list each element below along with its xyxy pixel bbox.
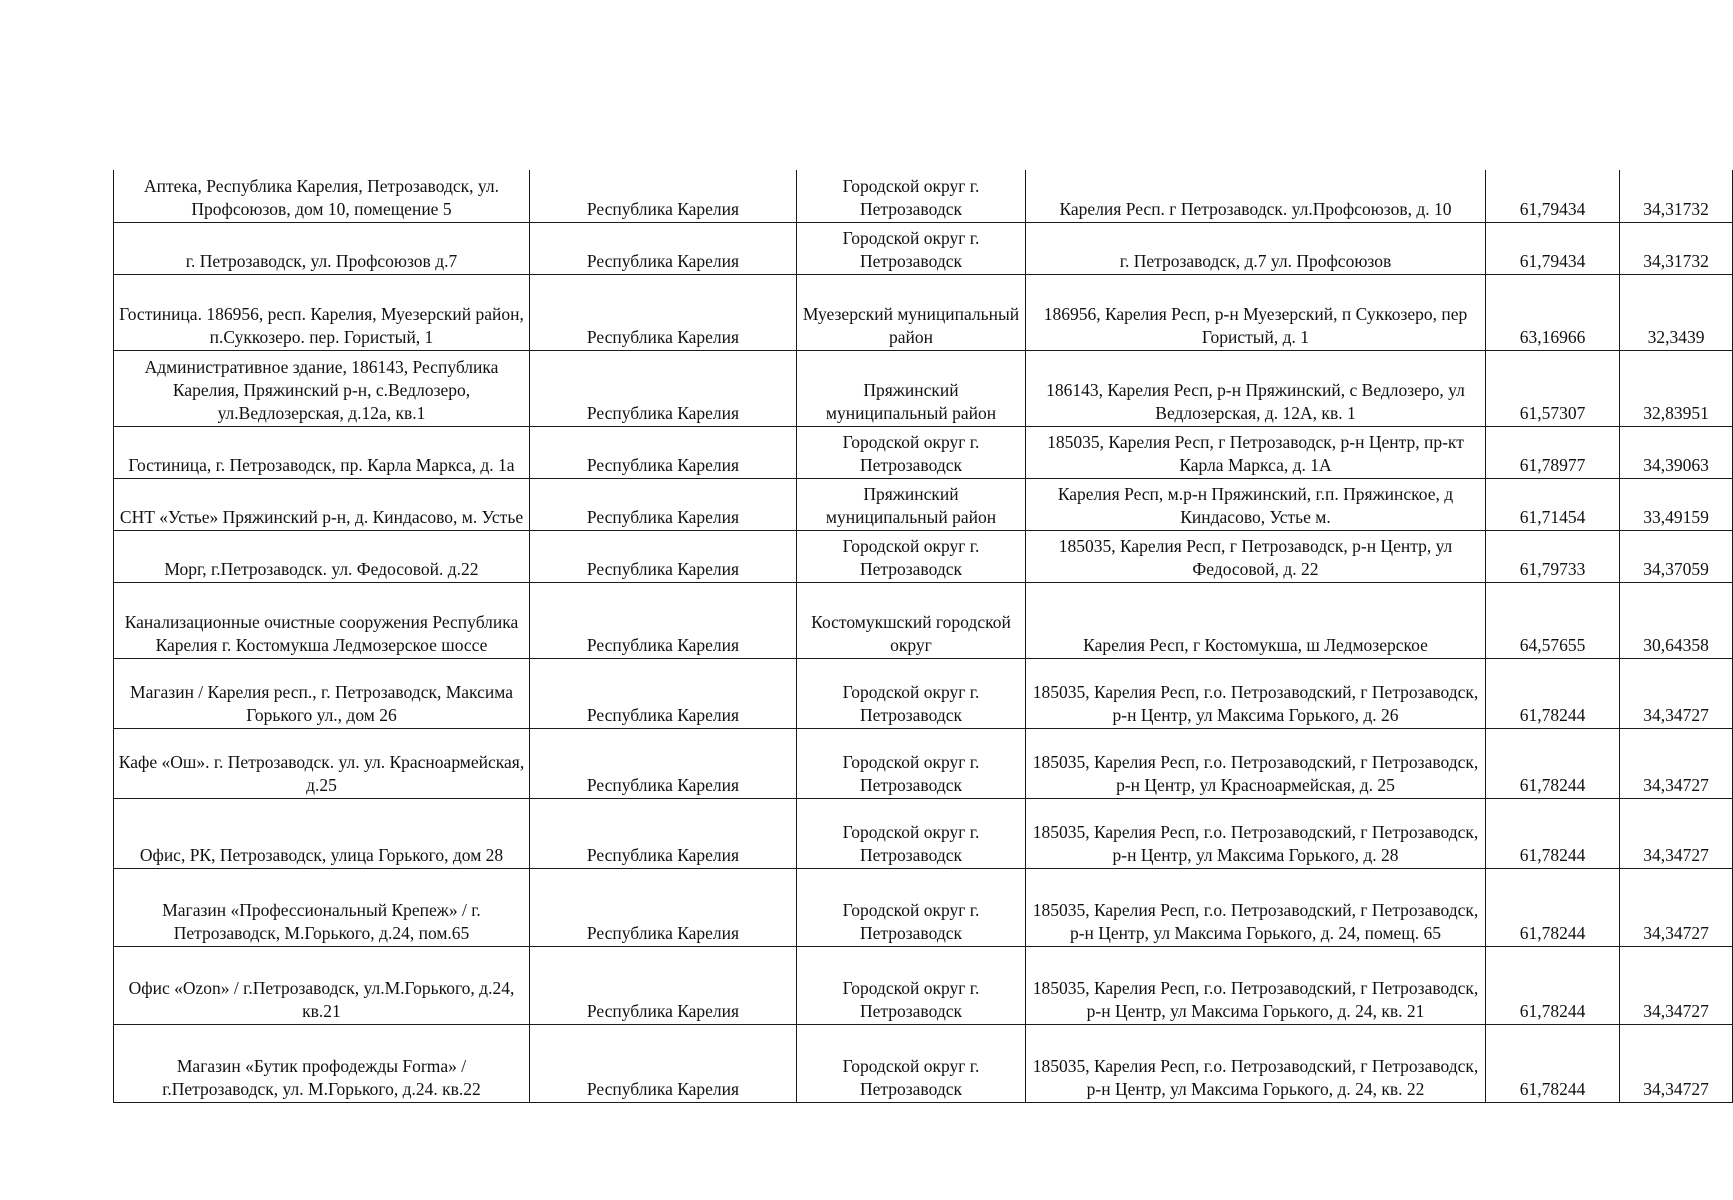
latitude-cell: 61,78244 <box>1486 1024 1620 1102</box>
longitude-cell: 34,34727 <box>1620 946 1733 1024</box>
table-row <box>114 868 1733 946</box>
table-row <box>114 946 1733 1024</box>
district-cell: Городской округ г. Петрозаводск <box>797 946 1026 1024</box>
region-cell: Республика Карелия <box>530 274 797 350</box>
longitude-cell: 32,83951 <box>1620 350 1733 426</box>
region-cell: Республика Карелия <box>530 1024 797 1102</box>
address-cell: Карелия Респ. г Петрозаводск. ул.Профсоюзов, д. 10 <box>1026 170 1486 222</box>
object-name-cell: Гостиница, г. Петрозаводск, пр. Карла Маркса, д. 1а <box>114 426 530 478</box>
latitude-cell: 61,78244 <box>1486 868 1620 946</box>
region-cell: Республика Карелия <box>530 478 797 530</box>
latitude-cell: 61,78244 <box>1486 798 1620 868</box>
table-row <box>114 426 1733 478</box>
object-name-cell: Магазин «Бутик профодежды Forma» / г.Петрозаводск, ул. М.Горького, д.24. кв.22 <box>114 1024 530 1102</box>
longitude-cell: 34,39063 <box>1620 426 1733 478</box>
table-row <box>114 658 1733 728</box>
latitude-cell: 61,78977 <box>1486 426 1620 478</box>
region-cell: Республика Карелия <box>530 530 797 582</box>
address-cell: 185035, Карелия Респ, г Петрозаводск, р-н Центр, пр-кт Карла Маркса, д. 1А <box>1026 426 1486 478</box>
district-cell: Пряжинский муниципальный район <box>797 350 1026 426</box>
latitude-cell: 61,79733 <box>1486 530 1620 582</box>
latitude-cell: 61,78244 <box>1486 728 1620 798</box>
object-name-cell: Канализационные очистные сооружения Республика Карелия г. Костомукша Ледмозерское шоссе <box>114 582 530 658</box>
objects-table <box>113 170 1733 1103</box>
longitude-cell: 30,64358 <box>1620 582 1733 658</box>
district-cell: Городской округ г. Петрозаводск <box>797 798 1026 868</box>
region-cell: Республика Карелия <box>530 426 797 478</box>
object-name-cell: Магазин «Профессиональный Крепеж» / г. Петрозаводск, М.Горького, д.24, пом.65 <box>114 868 530 946</box>
longitude-cell: 34,34727 <box>1620 728 1733 798</box>
district-cell: Городской округ г. Петрозаводск <box>797 1024 1026 1102</box>
table-row <box>114 478 1733 530</box>
address-cell: г. Петрозаводск, д.7 ул. Профсоюзов <box>1026 222 1486 274</box>
region-cell: Республика Карелия <box>530 946 797 1024</box>
table-row <box>114 530 1733 582</box>
address-cell: 186143, Карелия Респ, р-н Пряжинский, с Ведлозеро, ул Ведлозерская, д. 12А, кв. 1 <box>1026 350 1486 426</box>
table-row <box>114 274 1733 350</box>
object-name-cell: Аптека, Республика Карелия, Петрозаводск, ул. Профсоюзов, дом 10, помещение 5 <box>114 170 530 222</box>
region-cell: Республика Карелия <box>530 728 797 798</box>
table-row <box>114 728 1733 798</box>
region-cell: Республика Карелия <box>530 170 797 222</box>
latitude-cell: 61,78244 <box>1486 658 1620 728</box>
district-cell: Городской округ г. Петрозаводск <box>797 658 1026 728</box>
address-cell: 185035, Карелия Респ, г.о. Петрозаводский, г Петрозаводск, р-н Центр, ул Максима Горького, д. 28 <box>1026 798 1486 868</box>
latitude-cell: 63,16966 <box>1486 274 1620 350</box>
table-row <box>114 350 1733 426</box>
table-row <box>114 798 1733 868</box>
region-cell: Республика Карелия <box>530 222 797 274</box>
object-name-cell: Морг, г.Петрозаводск. ул. Федосовой. д.22 <box>114 530 530 582</box>
object-name-cell: Магазин / Карелия респ., г. Петрозаводск, Максима Горького ул., дом 26 <box>114 658 530 728</box>
district-cell: Городской округ г. Петрозаводск <box>797 426 1026 478</box>
longitude-cell: 34,37059 <box>1620 530 1733 582</box>
object-name-cell: Административное здание, 186143, Республика Карелия, Пряжинский р-н, с.Ведлозеро, ул.Ведлозерская, д.12а, кв.1 <box>114 350 530 426</box>
longitude-cell: 34,31732 <box>1620 222 1733 274</box>
district-cell: Городской округ г. Петрозаводск <box>797 170 1026 222</box>
table-row <box>114 170 1733 222</box>
longitude-cell: 34,31732 <box>1620 170 1733 222</box>
region-cell: Республика Карелия <box>530 868 797 946</box>
latitude-cell: 64,57655 <box>1486 582 1620 658</box>
address-cell: 185035, Карелия Респ, г.о. Петрозаводский, г Петрозаводск, р-н Центр, ул Красноармейская, д. 25 <box>1026 728 1486 798</box>
longitude-cell: 33,49159 <box>1620 478 1733 530</box>
table-row <box>114 1024 1733 1102</box>
longitude-cell: 32,3439 <box>1620 274 1733 350</box>
object-name-cell: СНТ «Устье» Пряжинский р-н, д. Киндасово, м. Устье <box>114 478 530 530</box>
object-name-cell: Офис «Ozon» / г.Петрозаводск, ул.М.Горького, д.24, кв.21 <box>114 946 530 1024</box>
latitude-cell: 61,79434 <box>1486 170 1620 222</box>
longitude-cell: 34,34727 <box>1620 798 1733 868</box>
address-cell: 185035, Карелия Респ, г Петрозаводск, р-н Центр, ул Федосовой, д. 22 <box>1026 530 1486 582</box>
address-cell: Карелия Респ, г Костомукша, ш Ледмозерское <box>1026 582 1486 658</box>
objects-table-body <box>114 170 1733 1102</box>
latitude-cell: 61,71454 <box>1486 478 1620 530</box>
table-row <box>114 582 1733 658</box>
region-cell: Республика Карелия <box>530 658 797 728</box>
object-name-cell: г. Петрозаводск, ул. Профсоюзов д.7 <box>114 222 530 274</box>
latitude-cell: 61,78244 <box>1486 946 1620 1024</box>
district-cell: Городской округ г. Петрозаводск <box>797 530 1026 582</box>
address-cell: 186956, Карелия Респ, р-н Муезерский, п Суккозеро, пер Гористый, д. 1 <box>1026 274 1486 350</box>
region-cell: Республика Карелия <box>530 798 797 868</box>
longitude-cell: 34,34727 <box>1620 658 1733 728</box>
object-name-cell: Офис, РК, Петрозаводск, улица Горького, дом 28 <box>114 798 530 868</box>
district-cell: Пряжинский муниципальный район <box>797 478 1026 530</box>
latitude-cell: 61,57307 <box>1486 350 1620 426</box>
object-name-cell: Кафе «Ош». г. Петрозаводск. ул. ул. Красноармейская, д.25 <box>114 728 530 798</box>
object-name-cell: Гостиница. 186956, респ. Карелия, Муезерский район, п.Суккозеро. пер. Гористый, 1 <box>114 274 530 350</box>
district-cell: Муезерский муниципальный район <box>797 274 1026 350</box>
address-cell: 185035, Карелия Респ, г.о. Петрозаводский, г Петрозаводск, р-н Центр, ул Максима Горького, д. 24, кв. 21 <box>1026 946 1486 1024</box>
address-cell: 185035, Карелия Респ, г.о. Петрозаводский, г Петрозаводск, р-н Центр, ул Максима Горького, д. 24, кв. 22 <box>1026 1024 1486 1102</box>
address-cell: 185035, Карелия Респ, г.о. Петрозаводский, г Петрозаводск, р-н Центр, ул Максима Горького, д. 26 <box>1026 658 1486 728</box>
region-cell: Республика Карелия <box>530 350 797 426</box>
latitude-cell: 61,79434 <box>1486 222 1620 274</box>
district-cell: Костомукшский городской округ <box>797 582 1026 658</box>
longitude-cell: 34,34727 <box>1620 1024 1733 1102</box>
address-cell: 185035, Карелия Респ, г.о. Петрозаводский, г Петрозаводск, р-н Центр, ул Максима Горького, д. 24, помещ. 65 <box>1026 868 1486 946</box>
district-cell: Городской округ г. Петрозаводск <box>797 222 1026 274</box>
district-cell: Городской округ г. Петрозаводск <box>797 728 1026 798</box>
region-cell: Республика Карелия <box>530 582 797 658</box>
address-cell: Карелия Респ, м.р-н Пряжинский, г.п. Пряжинское, д Киндасово, Устье м. <box>1026 478 1486 530</box>
district-cell: Городской округ г. Петрозаводск <box>797 868 1026 946</box>
table-row <box>114 222 1733 274</box>
longitude-cell: 34,34727 <box>1620 868 1733 946</box>
